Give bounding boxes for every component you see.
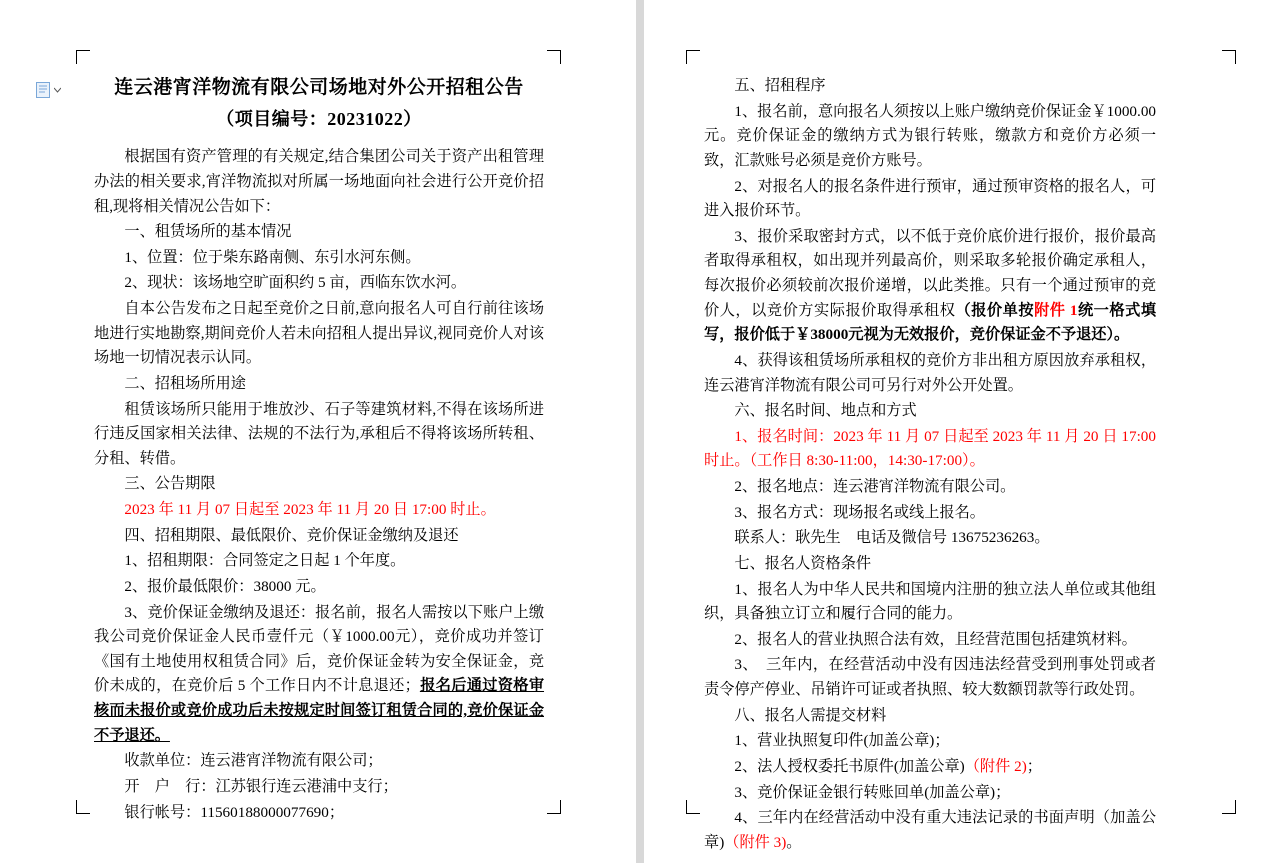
paragraph-survey: 自本公告发布之日起至竞价之日前,意向报名人可自行前往该场地进行实地勘察,期间竞价人若未向招租人提出异议,视同竞价人对该场地一切情况表示认同。 <box>94 300 544 367</box>
paragraph-qualification-1: 1、报名人为中华人民共和国境内注册的独立法人单位或其他组织，具备独立订立和履行合同的能力。 <box>704 580 1156 623</box>
document-page-right <box>644 0 1281 863</box>
heading-section-4: 四、招租期限、最低限价、竞价保证金缴纳及退还 <box>124 526 459 544</box>
crop-mark <box>686 800 700 814</box>
paragraph-deposit: 3、竞价保证金缴纳及退还：报名前，报名人需按以下账户上缴我公司竞价保证金人民币壹仟元（￥1000.00元），竞价成功并签订《国有土地使用权租赁合同》后，竞价保证金转为安全保证金，竞价未成的，在竞价后 5 个工作日内不计息退还；报名后通过资格审核而未报价或竞价成功后未按规定时间签订租赁合同的,竞价保证金不予退还。 <box>94 603 545 744</box>
right-column-content <box>704 74 1156 856</box>
paragraph-abandon: 4、获得该租赁场所承租权的竞价方非出租方原因放弃承租权，连云港宵洋物流有限公司可另行对外公开处置。 <box>704 351 1156 394</box>
paragraph-registration-place: 2、报名地点：连云港宵洋物流有限公司。 <box>734 478 1016 495</box>
paragraph-prequalification: 2、对报名人的报名条件进行预审，通过预审资格的报名人，可进入报价环节。 <box>704 177 1156 220</box>
crop-mark <box>547 50 561 64</box>
heading-section-7: 七、报名人资格条件 <box>734 554 872 572</box>
crop-mark <box>76 800 90 814</box>
paragraph-material-1: 1、营业执照复印件(加盖公章)； <box>734 732 950 750</box>
paragraph-lease-term: 1、招租期限：合同签定之日起 1 个年度。 <box>124 552 406 570</box>
chevron-down-icon <box>54 87 61 94</box>
paragraph-deposit-transfer: 1、报名前，意向报名人须按以上账户缴纳竞价保证金￥1000.00元。竞价保证金的缴纳方式为银行转账，缴款方和竞价方必须一致，汇款账号必须是竞价方账号。 <box>704 102 1156 169</box>
crop-mark <box>686 50 700 64</box>
left-column-content <box>94 74 544 826</box>
paragraph-account: 银行帐号：11560188000077690； <box>124 803 345 821</box>
crop-mark <box>547 800 561 814</box>
paragraph-material-4: 4、三年内在经营活动中没有重大违法记录的书面声明（加盖公章)（附件 3)。 <box>704 809 1156 851</box>
heading-section-5: 五、招租程序 <box>734 77 826 94</box>
paragraph-qualification-2: 2、报名人的营业执照合法有效，且经营范围包括建筑材料。 <box>734 630 1137 648</box>
paragraph-contact: 联系人：耿先生 电话及微信号 13675236263。 <box>734 529 1050 547</box>
crop-mark <box>1222 50 1236 64</box>
paragraph-condition: 2、现状：该场地空旷面积约 5 亩，西临东饮水河。 <box>124 274 467 292</box>
bid-form-emphasis: （报价单按附件 1统一格式填写，报价低于￥38000元视为无效报价，竞价保证金不予退还）。 <box>704 301 1157 344</box>
paragraph-usage: 租赁该场所只能用于堆放沙、石子等建筑材料,不得在该场所进行违反国家相关法律、法规的不法行为,承租后不得将该场所转租、分租、转借。 <box>94 400 544 467</box>
attachment-2-ref: （附件 2) <box>964 757 1027 775</box>
heading-section-8: 八、报名人需提交材料 <box>734 706 887 724</box>
heading-section-3: 三、公告期限 <box>124 475 216 493</box>
attachment-1-ref: 附件 1 <box>1034 301 1078 319</box>
paragraph-registration-time: 1、报名时间：2023 年 11 月 07 日起至 2023 年 11 月 20 日 17:00 时止。（工作日 8:30-11:00，14:30-17:00）。 <box>704 427 1156 470</box>
deposit-forfeit-emphasis: 报名后通过资格审核而未报价或竞价成功后未按规定时间签订租赁合同的,竞价保证金不予退还。 <box>94 677 545 744</box>
paragraph-location: 1、位置：位于柴东路南侧、东引水河东侧。 <box>124 248 421 266</box>
paragraph-intro: 根据国有资产管理的有关规定,结合集团公司关于资产出租管理办法的相关要求,宵洋物流拟对所属一场地面向社会进行公开竞价招租,现将相关情况公告如下： <box>94 148 544 215</box>
paragraph-material-3: 3、竞价保证金银行转账回单(加盖公章)； <box>734 783 1011 801</box>
paragraph-payee: 收款单位：连云港宵洋物流有限公司； <box>124 752 383 770</box>
document-outline-icon[interactable] <box>36 82 62 98</box>
project-number: （项目编号：20231022） <box>216 108 422 129</box>
crop-mark <box>1222 800 1236 814</box>
paragraph-min-price: 2、报价最低限价：38000 元。 <box>124 577 326 595</box>
document-page-left <box>0 0 636 863</box>
paragraph-registration-method: 3、报名方式：现场报名或线上报名。 <box>734 503 985 521</box>
crop-mark <box>76 50 90 64</box>
heading-section-1: 一、租赁场所的基本情况 <box>124 223 292 241</box>
paragraph-bidding-rules: 3、报价采取密封方式，以不低于竞价底价进行报价，报价最高者取得承租权，如出现并列最高价，则采取多轮报价确定承租人，每次报价必须较前次报价递增，以此类推。只有一个通过预审的竞价人，以竞价方实际报价取得承租权（报价单按附件 1统一格式填写，报价低于￥38000元视为无效报价，竞价保证金不予退还）。 <box>704 227 1157 344</box>
paragraph-notice-period: 2023 年 11 月 07 日起至 2023 年 11 月 20 日 17:00 时止。 <box>124 501 496 519</box>
attachment-3-ref: （附件 3) <box>724 833 787 851</box>
paragraph-bank: 开 户 行：江苏银行连云港浦中支行； <box>124 777 398 795</box>
page-title: 连云港宵洋物流有限公司场地对外公开招租公告 <box>114 77 524 98</box>
paragraph-qualification-3: 3、 三年内，在经营活动中没有因违法经营受到刑事处罚或者责令停产停业、吊销许可证或者执照、较大数额罚款等行政处罚。 <box>704 656 1156 698</box>
heading-section-2: 二、招租场所用途 <box>124 374 246 392</box>
paragraph-material-2: 2、法人授权委托书原件(加盖公章)（附件 2)； <box>734 757 1042 775</box>
heading-section-6: 六、报名时间、地点和方式 <box>734 402 917 420</box>
page-separator <box>636 0 644 863</box>
